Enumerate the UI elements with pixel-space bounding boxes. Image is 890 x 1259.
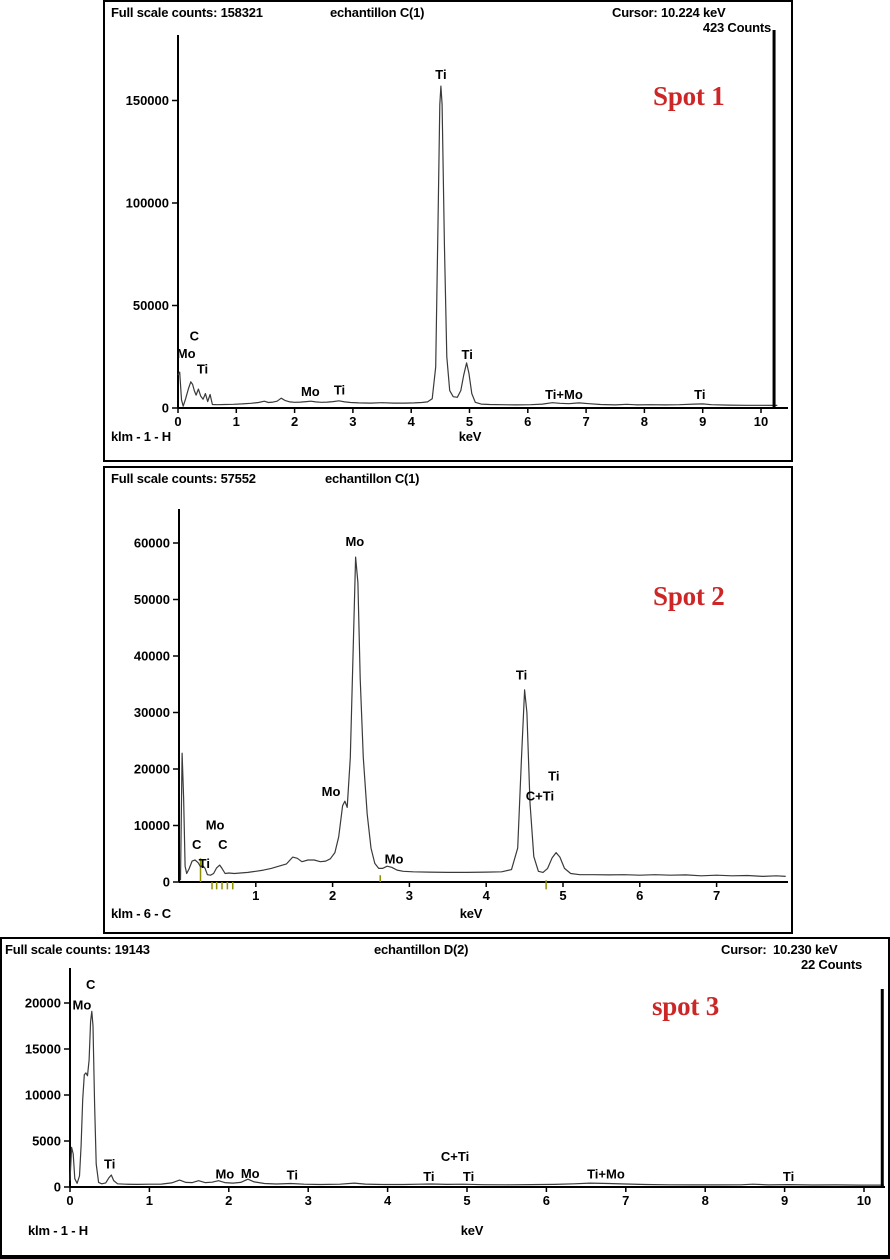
y-tick-label: 0 <box>162 874 170 890</box>
x-tick-label: 6 <box>524 414 532 429</box>
x-tick-label: 4 <box>482 888 490 903</box>
spectrum-curve <box>178 86 777 406</box>
peak-label: Mo <box>72 997 92 1013</box>
peak-label: Ti <box>461 347 473 363</box>
spot-annotation: Spot 2 <box>653 581 725 611</box>
y-tick-label: 5000 <box>32 1133 61 1149</box>
x-tick-label: 5 <box>465 414 474 429</box>
peak-label: Mo <box>205 817 225 833</box>
x-tick-label: 1 <box>252 888 260 903</box>
peak-label: Ti <box>286 1167 298 1183</box>
peak-label: Ti <box>515 667 528 683</box>
peak-label: Ti <box>423 1169 435 1185</box>
cursor-label: Cursor: <box>721 942 767 957</box>
peak-label: Mo <box>240 1165 260 1181</box>
peak-label: C <box>85 977 96 993</box>
x-tick-label: 1 <box>145 1193 154 1208</box>
x-tick-label: 5 <box>559 888 567 903</box>
kev-axis-unit: keV <box>459 906 483 921</box>
sample-name: echantillon C(1) <box>325 471 420 486</box>
x-tick-label: 10 <box>856 1193 872 1208</box>
y-tick-label: 30000 <box>133 705 170 720</box>
spectrum-panel-spot3 <box>0 937 890 1259</box>
x-tick-label: 7 <box>712 888 721 903</box>
peak-label: Mo <box>300 384 320 400</box>
peak-label: Mo <box>345 533 365 549</box>
x-tick-label: 9 <box>699 414 707 429</box>
x-tick-label: 1 <box>232 414 240 429</box>
peak-label: Ti <box>198 855 211 871</box>
peak-label: C+Ti <box>525 788 555 804</box>
x-tick-label: 4 <box>407 414 415 429</box>
peak-label: Ti+Mo <box>545 387 583 403</box>
y-tick-label: 20000 <box>133 761 170 777</box>
y-tick-label: 0 <box>53 1179 61 1195</box>
peak-label: Mo <box>215 1166 235 1182</box>
x-tick-label: 2 <box>328 888 337 903</box>
y-tick-label: 10000 <box>133 818 170 833</box>
x-tick-label: 5 <box>463 1193 471 1208</box>
x-tick-label: 3 <box>349 414 357 429</box>
y-tick-label: 50000 <box>133 592 170 607</box>
spectrum-panel-spot1 <box>103 0 793 462</box>
cursor-counts: 423 Counts <box>702 20 771 35</box>
x-tick-label: 9 <box>780 1193 789 1208</box>
cursor-counts: 22 Counts <box>800 957 862 972</box>
x-tick-label: 8 <box>640 414 649 429</box>
peak-label: C <box>189 328 200 344</box>
x-tick-label: 7 <box>622 1193 630 1208</box>
spectrum-chart[interactable] <box>105 468 791 932</box>
spectrum-chart[interactable] <box>105 2 791 460</box>
spectrum-panel-spot2 <box>103 466 793 934</box>
y-tick-label: 150000 <box>125 93 169 108</box>
x-tick-label: 8 <box>701 1193 709 1208</box>
x-tick-label: 2 <box>225 1193 233 1208</box>
full-scale-counts: Full scale counts: 158321 <box>111 5 263 20</box>
peak-label: Mo <box>321 784 341 800</box>
klm-label: klm - 6 - C <box>111 906 171 921</box>
cursor-label: Cursor: <box>612 5 658 20</box>
cursor-energy: 10.224 keV <box>661 5 726 20</box>
kev-axis-unit: keV <box>460 1223 484 1238</box>
x-tick-label: 6 <box>636 888 644 903</box>
x-tick-label: 7 <box>582 414 590 429</box>
peak-label: C <box>191 837 202 853</box>
peak-label: Mo <box>176 345 196 361</box>
spectrum-curve <box>70 1011 884 1185</box>
y-tick-label: 20000 <box>24 995 61 1011</box>
y-tick-label: 40000 <box>133 648 170 664</box>
x-tick-label: 10 <box>753 414 769 429</box>
cursor-energy: 10.230 keV <box>773 942 838 957</box>
y-tick-label: 0 <box>161 400 169 416</box>
full-scale-counts: Full scale counts: 19143 <box>5 942 150 957</box>
peak-label: C+Ti <box>440 1149 470 1165</box>
y-tick-label: 15000 <box>24 1041 61 1057</box>
x-tick-label: 6 <box>542 1193 551 1208</box>
x-tick-label: 3 <box>304 1193 312 1208</box>
sample-name: echantillon C(1) <box>330 5 425 20</box>
sample-name: echantillon D(2) <box>374 942 469 957</box>
peak-label: Ti <box>462 1169 475 1185</box>
peak-label: Ti <box>196 361 209 377</box>
kev-axis-unit: keV <box>458 429 482 444</box>
y-tick-label: 10000 <box>24 1087 61 1103</box>
x-tick-label: 2 <box>290 414 299 429</box>
peak-label: Ti <box>782 1169 795 1185</box>
spectrum-chart[interactable] <box>2 939 888 1255</box>
x-tick-label: 3 <box>405 888 414 903</box>
full-scale-counts: Full scale counts: 57552 <box>111 471 256 486</box>
peak-label: Ti <box>548 768 560 784</box>
peak-label: C <box>218 837 228 853</box>
spot-annotation: spot 3 <box>652 991 720 1021</box>
spot-annotation: Spot 1 <box>653 81 725 111</box>
peak-label: Ti <box>694 387 706 403</box>
y-tick-label: 50000 <box>132 298 169 313</box>
klm-label: klm - 1 - H <box>28 1223 88 1238</box>
y-tick-label: 100000 <box>125 195 169 211</box>
peak-label: Ti <box>333 382 346 398</box>
x-tick-label: 4 <box>383 1193 392 1208</box>
peak-label: Mo <box>384 851 404 867</box>
klm-label: klm - 1 - H <box>111 429 171 444</box>
x-tick-label: 0 <box>66 1193 74 1208</box>
y-tick-label: 60000 <box>133 535 170 551</box>
peak-label: Ti <box>435 66 447 82</box>
peak-label: Ti <box>104 1156 116 1172</box>
x-tick-label: 0 <box>174 414 182 429</box>
peak-label: Ti+Mo <box>587 1166 625 1182</box>
